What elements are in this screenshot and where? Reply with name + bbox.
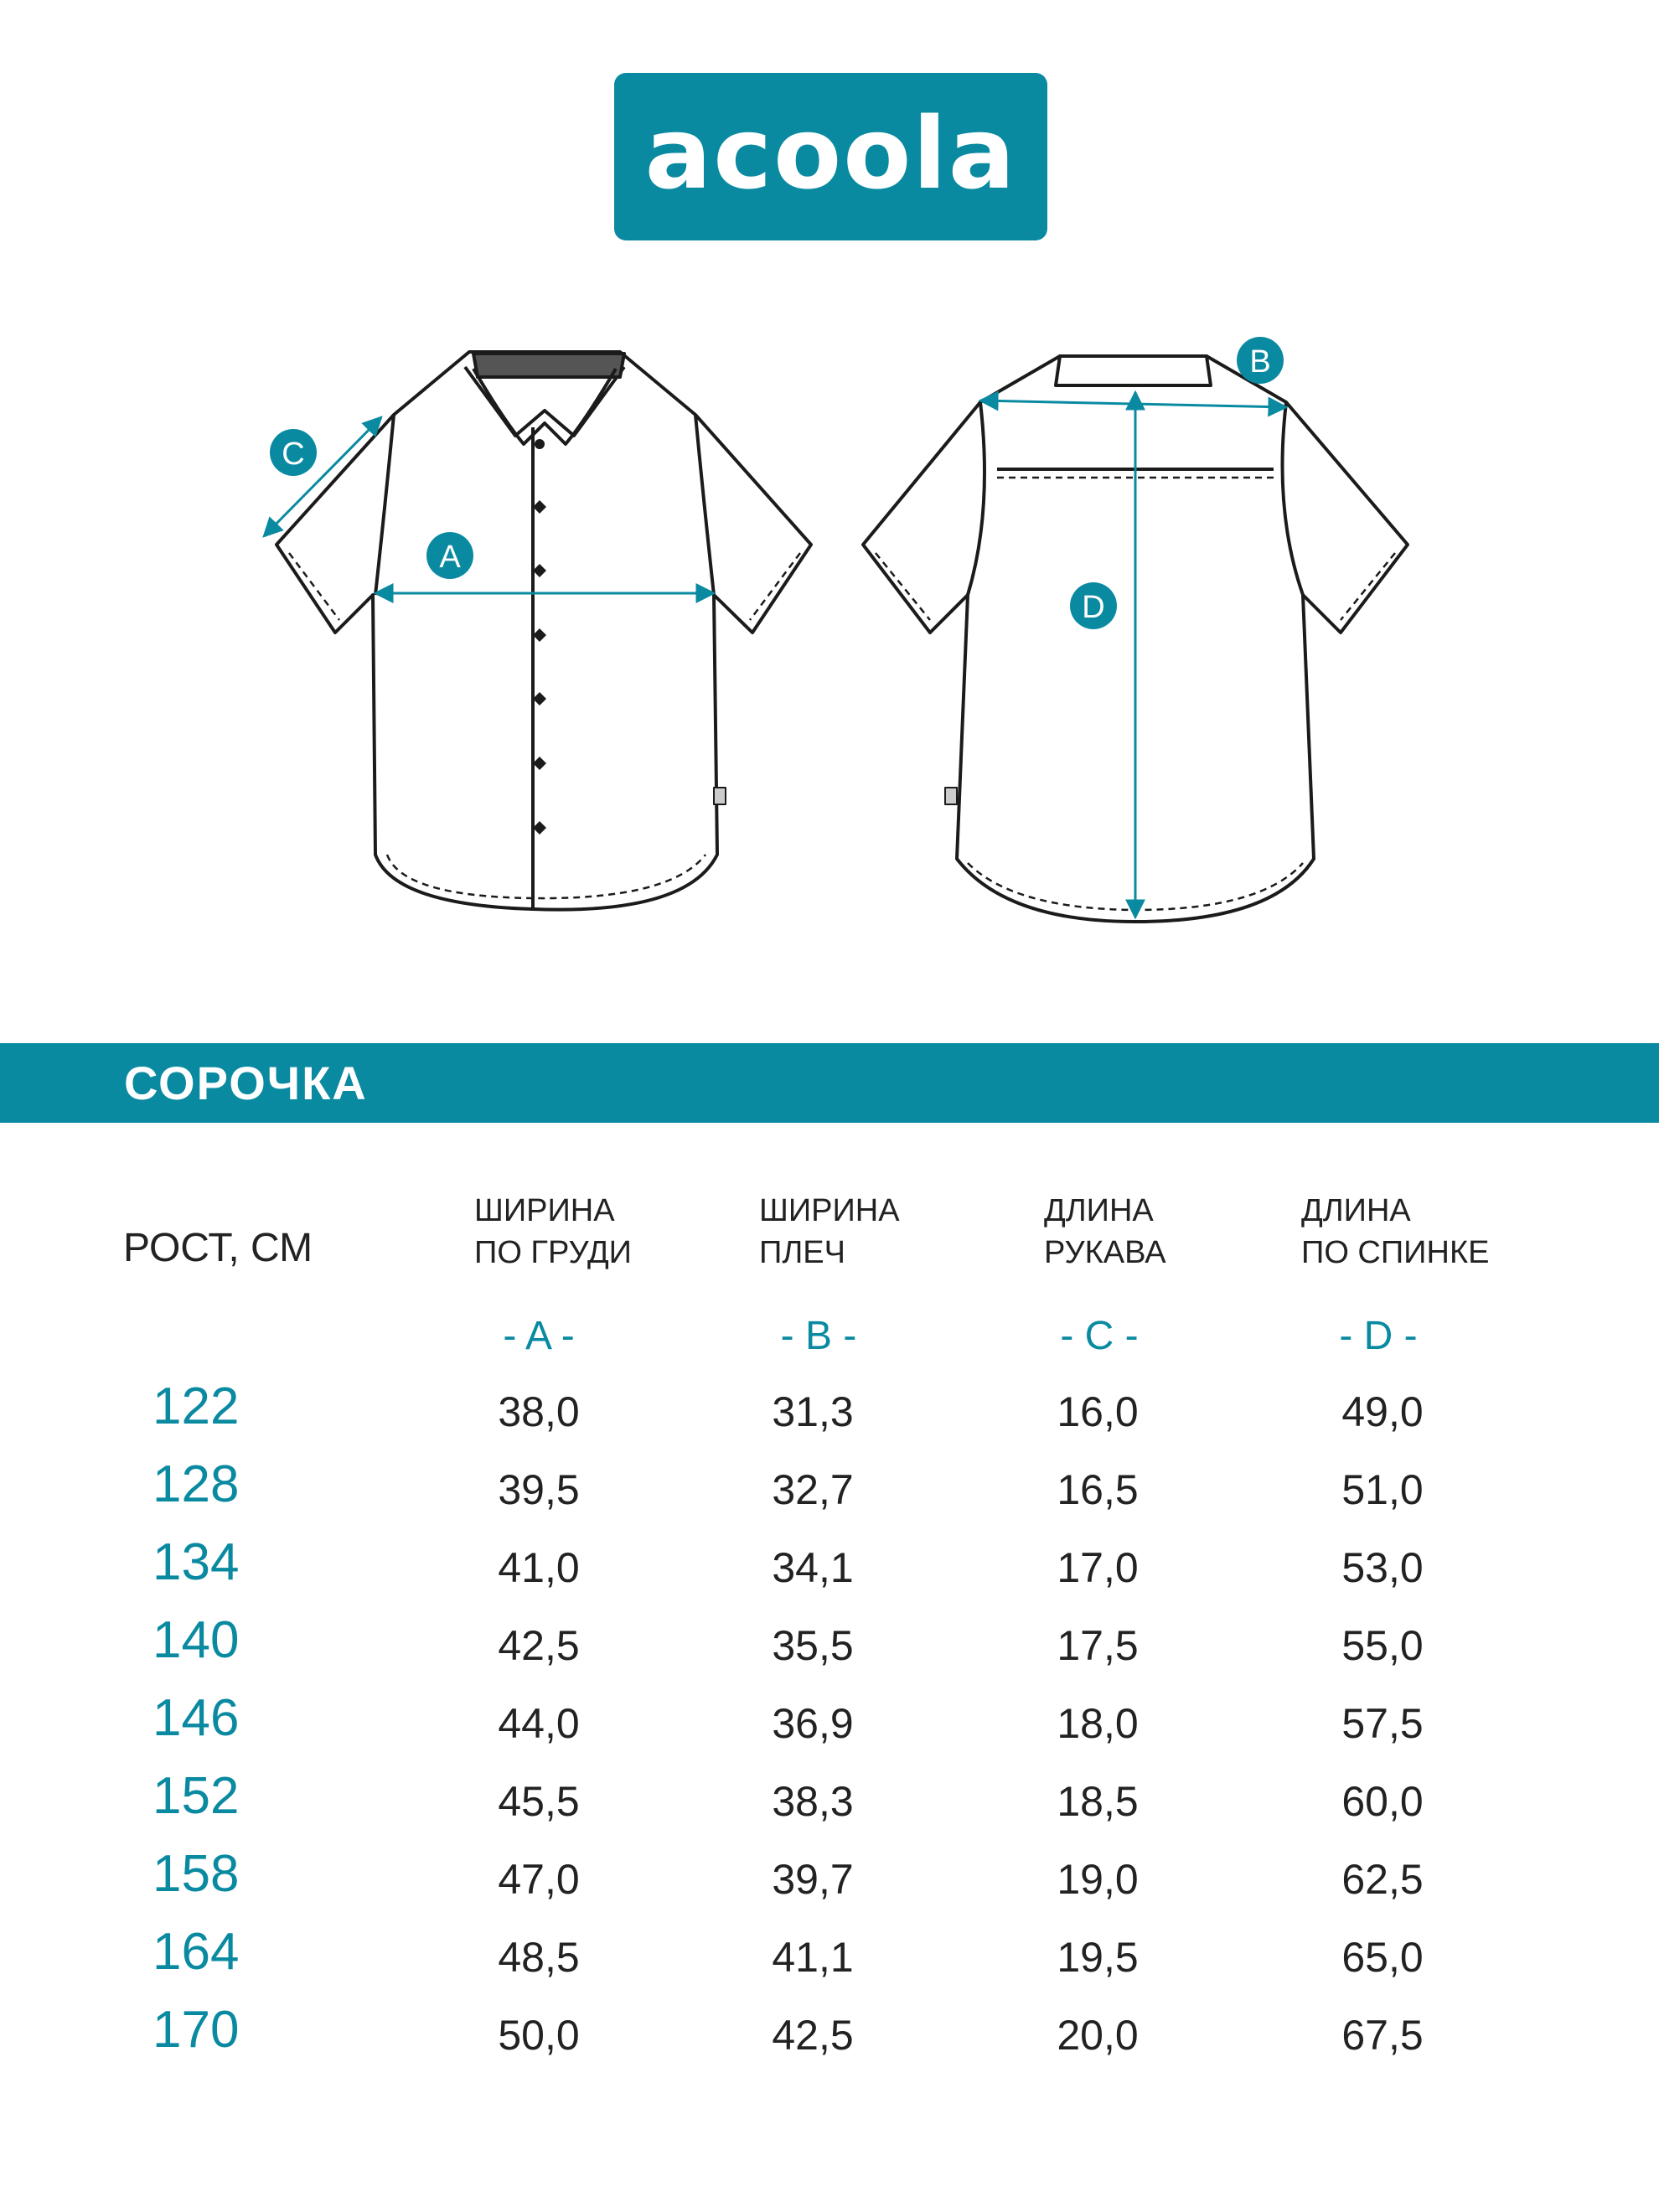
- row-value: 16,5: [1057, 1466, 1139, 1513]
- svg-text:D: D: [1082, 590, 1105, 625]
- row-height: 158: [152, 1845, 240, 1903]
- row-height: 134: [152, 1533, 240, 1591]
- row-height: 152: [152, 1767, 240, 1825]
- shirt-front: [276, 352, 811, 910]
- svg-text:C: C: [282, 437, 305, 472]
- table-row: [0, 1455, 1659, 1543]
- row-height: 164: [152, 1923, 240, 1981]
- table-row: [0, 2001, 1659, 2088]
- svg-text:A: A: [439, 540, 461, 575]
- header-back-length: [1301, 1190, 1489, 1274]
- row-value: 18,0: [1057, 1700, 1139, 1747]
- row-value: 20,0: [1057, 2012, 1139, 2059]
- row-value: 53,0: [1341, 1544, 1424, 1591]
- row-value: 39,5: [498, 1466, 580, 1513]
- brand-logo-text: acoola: [644, 96, 1017, 211]
- row-value: 18,5: [1057, 1778, 1139, 1825]
- table-row: [0, 1533, 1659, 1620]
- row-value: 57,5: [1341, 1700, 1424, 1747]
- header-shoulder-width-line1: ШИРИНА: [759, 1193, 900, 1228]
- section-title: СОРОЧКА: [124, 1057, 368, 1109]
- table-row: [0, 1611, 1659, 1698]
- row-value: 67,5: [1341, 2012, 1424, 2059]
- code-d: - D -: [1339, 1314, 1418, 1358]
- row-height: 122: [152, 1377, 240, 1435]
- row-height: 170: [152, 2001, 240, 2059]
- header-sleeve-length: [1044, 1190, 1166, 1274]
- row-value: 49,0: [1341, 1388, 1424, 1435]
- row-value: 39,7: [772, 1856, 854, 1903]
- row-value: 17,5: [1057, 1622, 1139, 1669]
- table-row: [0, 1377, 1659, 1465]
- header-shoulder-width: [759, 1190, 900, 1274]
- marker-d: [1070, 582, 1117, 629]
- marker-b: [1237, 337, 1284, 384]
- section-band: [0, 1043, 1659, 1123]
- marker-c: [270, 429, 317, 476]
- row-value: 45,5: [498, 1778, 580, 1825]
- row-value: 36,9: [772, 1700, 854, 1747]
- row-value: 16,0: [1057, 1388, 1139, 1435]
- row-value: 41,1: [772, 1934, 854, 1981]
- row-value: 34,1: [772, 1544, 854, 1591]
- row-value: 42,5: [772, 2012, 854, 2059]
- shirt-drawing: [0, 318, 1659, 955]
- brand-logo: [614, 73, 1047, 240]
- header-back-length-line2: ПО СПИНКЕ: [1301, 1235, 1490, 1270]
- header-sleeve-length-line2: РУКАВА: [1044, 1235, 1166, 1270]
- code-b: - B -: [780, 1314, 857, 1358]
- marker-a: [426, 532, 473, 579]
- table-row: [0, 1923, 1659, 2010]
- row-value: 47,0: [498, 1856, 580, 1903]
- row-value: 51,0: [1341, 1466, 1424, 1513]
- code-a: - A -: [503, 1314, 575, 1358]
- row-height: 128: [152, 1455, 240, 1513]
- code-c: - C -: [1060, 1314, 1139, 1358]
- table-row: [0, 1845, 1659, 1932]
- row-value: 41,0: [498, 1544, 580, 1591]
- row-value: 48,5: [498, 1934, 580, 1981]
- header-height: РОСТ, СМ: [123, 1226, 313, 1270]
- row-value: 38,0: [498, 1388, 580, 1435]
- header-back-length-line1: ДЛИНА: [1301, 1193, 1411, 1228]
- row-value: 42,5: [498, 1622, 580, 1669]
- row-value: 60,0: [1341, 1778, 1424, 1825]
- row-value: 17,0: [1057, 1544, 1139, 1591]
- row-value: 38,3: [772, 1778, 854, 1825]
- row-value: 19,0: [1057, 1856, 1139, 1903]
- header-chest-width-line1: ШИРИНА: [474, 1193, 615, 1228]
- row-value: 31,3: [772, 1388, 854, 1435]
- header-shoulder-width-line2: ПЛЕЧ: [759, 1235, 845, 1270]
- row-value: 19,5: [1057, 1934, 1139, 1981]
- row-value: 65,0: [1341, 1934, 1424, 1981]
- row-value: 50,0: [498, 2012, 580, 2059]
- row-value: 32,7: [772, 1466, 854, 1513]
- header-chest-width-line2: ПО ГРУДИ: [474, 1235, 632, 1270]
- row-height: 140: [152, 1611, 240, 1669]
- row-value: 62,5: [1341, 1856, 1424, 1903]
- table-row: [0, 1767, 1659, 1854]
- table-row: [0, 1689, 1659, 1776]
- svg-text:B: B: [1249, 344, 1271, 380]
- row-value: 35,5: [772, 1622, 854, 1669]
- header-chest-width: [474, 1190, 632, 1274]
- row-value: 44,0: [498, 1700, 580, 1747]
- row-height: 146: [152, 1689, 240, 1747]
- header-sleeve-length-line1: ДЛИНА: [1044, 1193, 1154, 1228]
- row-value: 55,0: [1341, 1622, 1424, 1669]
